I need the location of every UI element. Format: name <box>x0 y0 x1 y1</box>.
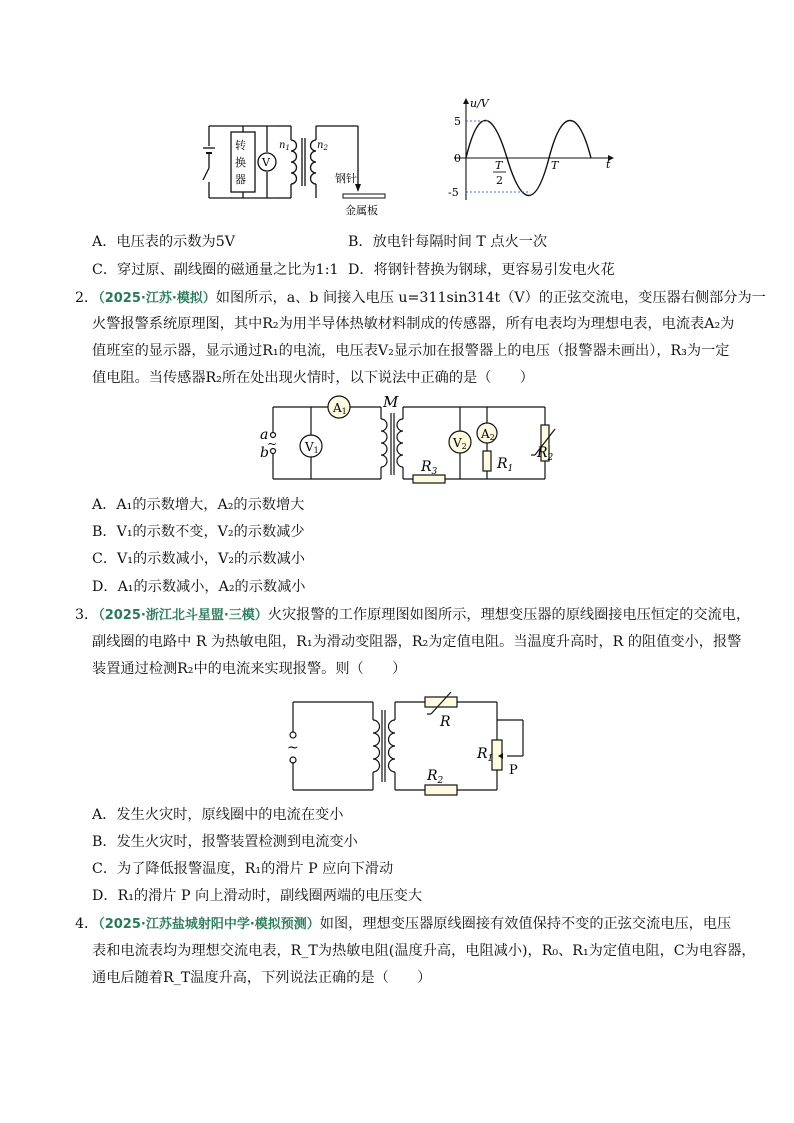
voltmeter-V1: V1 <box>305 440 319 455</box>
q2-stem-line-2: 火警报警系统原理图，其中R₂为用半导体热敏材料制成的传感器，所有电表均为理想电表，电流表A₂为 <box>92 316 735 332</box>
terminal-b: b <box>260 445 269 461</box>
converter-label-3: 器 <box>235 173 246 186</box>
n1-label: $n_1$ <box>279 140 290 152</box>
needle-label: 钢针 <box>335 172 357 185</box>
q2-source: （2025·江苏·模拟） <box>98 291 216 306</box>
voltmeter-V2: V2 <box>453 436 467 451</box>
q3-option-c[interactable]: C．为了降低报警温度，R₁的滑片 P 应向下滑动 <box>92 861 394 877</box>
q4-stem-text-1: 如图，理想变压器原线圈接有效值保持不变的正弦交流电压，电压 <box>319 916 732 932</box>
q3-stem-line-3: 装置通过检测R₂中的电流来实现报警。则（ ） <box>92 661 407 677</box>
converter-label-1: 转 <box>235 139 246 152</box>
resistor-R3-label: $R_3$ <box>421 459 438 477</box>
terminal-a: a <box>260 427 269 443</box>
q1-option-a[interactable]: A．电压表的示数为5V <box>92 234 236 250</box>
q2-option-c[interactable]: C．V₁的示数减小，V₂的示数减小 <box>92 551 305 567</box>
q3-option-a[interactable]: A．发生火灾时，原线圈中的电流在变小 <box>92 807 344 823</box>
q1-transformer-circuit <box>195 118 400 220</box>
ammeter-A1: A1 <box>333 401 347 416</box>
voltmeter-label: V <box>262 156 270 169</box>
q4-stem-line-3: 通电后随着R_T温度升高，下列说法正确的是（ ） <box>92 970 432 986</box>
ammeter-A2: A2 <box>481 427 495 442</box>
q2-option-d[interactable]: D．A₁的示数减小，A₂的示数减小 <box>92 579 306 595</box>
transformer-M: M <box>383 395 399 411</box>
q3-stem-text-1: 火灾报警的工作原理图如图所示，理想变压器的原线圈接电压恒定的交流电， <box>267 607 751 623</box>
q3-number: 3． <box>75 607 99 623</box>
q3-option-b[interactable]: B．发生火灾时，报警装置检测到电流变小 <box>92 834 358 850</box>
tick-half-num: T <box>495 159 503 172</box>
q3-source: （2025·浙江北斗星盟·三模） <box>98 608 268 623</box>
thermistor-R-label: R <box>440 714 451 730</box>
resistor-R1-label: $R_1$ <box>497 456 514 474</box>
q1-option-d[interactable]: D．将钢针替换为钢球，更容易引发电火花 <box>348 262 615 278</box>
plate-label: 金属板 <box>345 204 378 217</box>
q2-stem-text-1: 如图所示，a、b 间接入电压 u=311sin314t（V）的正弦交流电，变压器右侧部分为一 <box>215 290 766 306</box>
tick-half-den: 2 <box>496 174 503 187</box>
tick-T: T <box>551 159 559 172</box>
n2-label: $n_2$ <box>317 140 328 152</box>
y-min-label: -5 <box>448 186 459 199</box>
q2-fire-alarm-circuit <box>255 395 565 487</box>
q1-option-c[interactable]: C．穿过原、副线圈的磁通量之比为1:1 <box>92 262 339 278</box>
q2-stem-line-4: 值电阻。当传感器R₂所在处出现火情时，以下说法中正确的是（ ） <box>92 370 534 386</box>
q2-stem-line-3: 值班室的显示器，显示通过R₁的电流，电压表V₂显示加在报警器上的电压（报警器未画出），R₃为一定 <box>92 343 730 359</box>
resistor-R2-label: $R_2$ <box>537 445 554 463</box>
q1-option-b[interactable]: B．放电针每隔时间 T 点火一次 <box>348 234 548 250</box>
q4-stem-line-2: 表和电流表均为理想交流电表，R_T为热敏电阻(温度升高，电阻减小)，R₀、R₁为定值电阻，C为电容器， <box>92 943 756 959</box>
ac-source: ~ <box>287 740 299 756</box>
q4-source: （2025·江苏盐城射阳中学·模拟预测） <box>98 917 320 932</box>
q4-stem-line-1 <box>75 914 731 935</box>
converter-label-2: 换 <box>235 156 246 169</box>
slider-P-label: P <box>509 763 518 778</box>
origin-label: 0 <box>454 152 461 165</box>
ac-symbol: ~ <box>267 437 278 451</box>
y-max-label: 5 <box>454 115 461 128</box>
q2-number: 2． <box>75 290 99 306</box>
resistor-R2-label: $R_2$ <box>427 768 444 786</box>
q1-voltage-graph <box>440 96 620 208</box>
q3-stem-line-1 <box>75 605 750 626</box>
q3-option-d[interactable]: D．R₁的滑片 P 向上滑动时，副线圈两端的电压变大 <box>92 888 423 904</box>
x-axis-label: t <box>606 158 611 171</box>
q2-option-b[interactable]: B．V₁的示数不变，V₂的示数减少 <box>92 524 305 540</box>
q3-stem-line-2: 副线圈的电路中 R 为热敏电阻，R₁为滑动变阻器，R₂为定值电阻。当温度升高时，R 的阻值变小，报警 <box>92 634 742 650</box>
q4-number: 4． <box>75 916 99 932</box>
rheostat-R1-label: $R_1$ <box>477 746 494 764</box>
q2-stem-line-1 <box>75 288 766 309</box>
q2-option-a[interactable]: A．A₁的示数增大，A₂的示数增大 <box>92 497 305 513</box>
q3-fire-alarm-circuit <box>285 690 530 800</box>
y-axis-label: u/V <box>470 97 489 110</box>
